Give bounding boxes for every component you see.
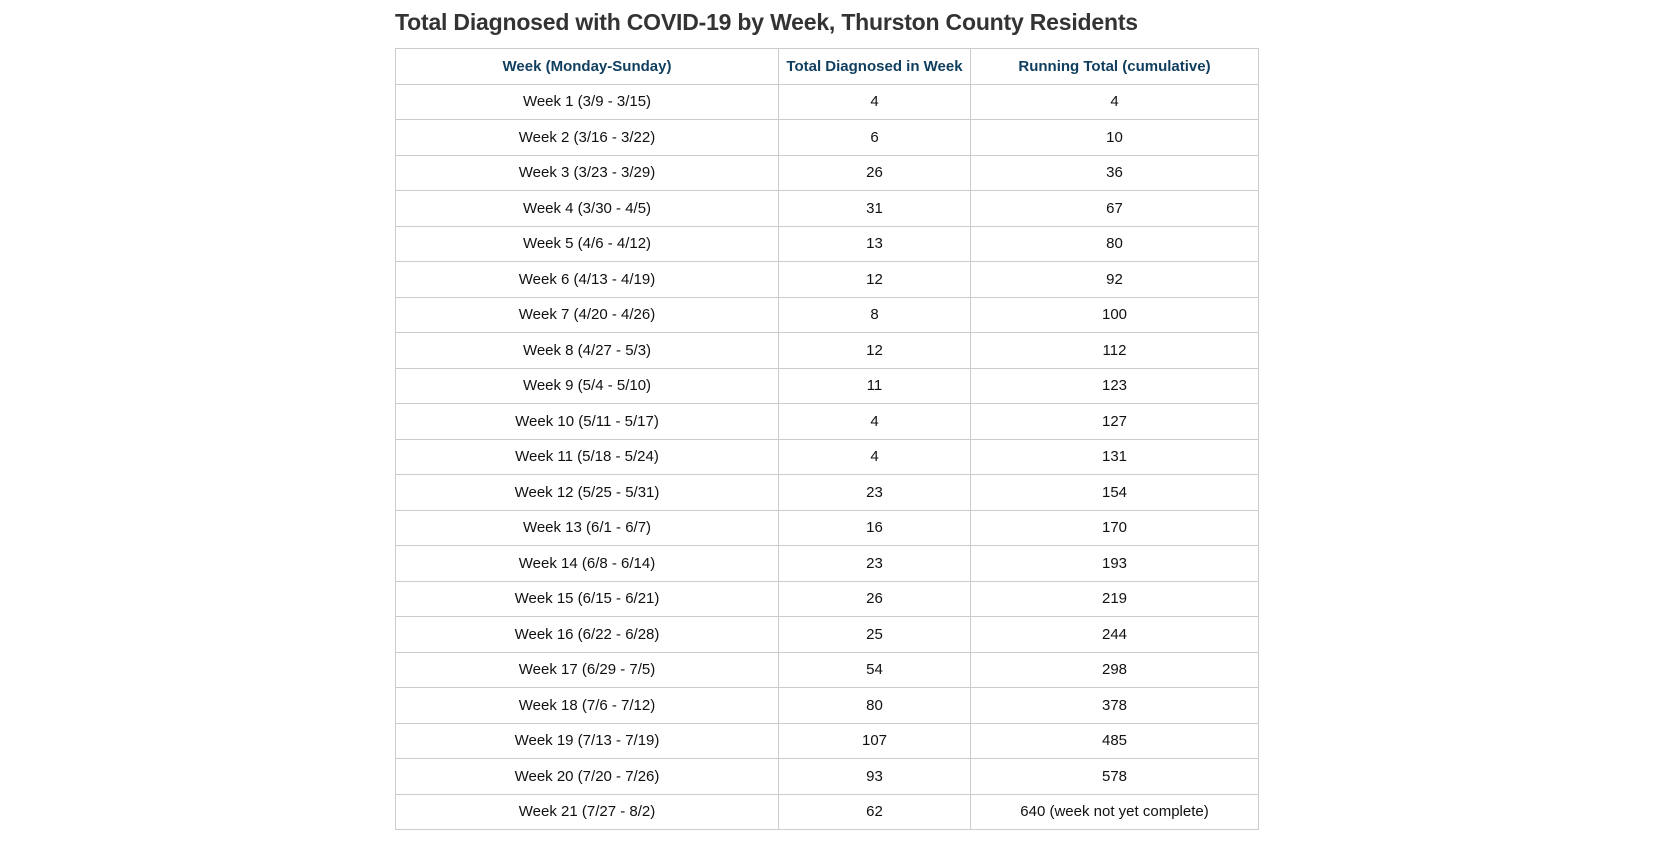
table-row [396, 155, 1259, 191]
column-header-week: Week (Monday-Sunday) [396, 49, 779, 85]
table-row [396, 226, 1259, 262]
cell-total-diagnosed: 80 [779, 688, 971, 724]
cell-running-total: 578 [971, 759, 1259, 795]
cell-total-diagnosed: 13 [779, 226, 971, 262]
cell-week: Week 11 (5/18 - 5/24) [396, 439, 779, 475]
cell-running-total: 193 [971, 546, 1259, 582]
weekly-diagnosis-table [395, 48, 1259, 830]
cell-total-diagnosed: 25 [779, 617, 971, 653]
table-row [396, 404, 1259, 440]
table-row [396, 368, 1259, 404]
cell-total-diagnosed: 4 [779, 404, 971, 440]
cell-week: Week 9 (5/4 - 5/10) [396, 368, 779, 404]
cell-total-diagnosed: 23 [779, 546, 971, 582]
table-header-row [396, 49, 1259, 85]
table-row [396, 652, 1259, 688]
cell-total-diagnosed: 12 [779, 333, 971, 369]
table-body [396, 84, 1259, 830]
cell-week: Week 12 (5/25 - 5/31) [396, 475, 779, 511]
cell-running-total: 244 [971, 617, 1259, 653]
table-row [396, 794, 1259, 830]
cell-running-total: 298 [971, 652, 1259, 688]
table-row [396, 475, 1259, 511]
cell-running-total: 80 [971, 226, 1259, 262]
table-row [396, 510, 1259, 546]
table-row [396, 688, 1259, 724]
table-row [396, 333, 1259, 369]
cell-week: Week 5 (4/6 - 4/12) [396, 226, 779, 262]
cell-total-diagnosed: 23 [779, 475, 971, 511]
column-header-running-total: Running Total (cumulative) [971, 49, 1259, 85]
table-row [396, 759, 1259, 795]
table-row [396, 262, 1259, 298]
cell-running-total: 131 [971, 439, 1259, 475]
cell-running-total: 100 [971, 297, 1259, 333]
cell-total-diagnosed: 26 [779, 581, 971, 617]
cell-week: Week 8 (4/27 - 5/3) [396, 333, 779, 369]
table-row [396, 581, 1259, 617]
cell-running-total: 36 [971, 155, 1259, 191]
cell-week: Week 20 (7/20 - 7/26) [396, 759, 779, 795]
cell-total-diagnosed: 26 [779, 155, 971, 191]
table-row [396, 191, 1259, 227]
cell-running-total: 4 [971, 84, 1259, 120]
cell-total-diagnosed: 31 [779, 191, 971, 227]
cell-week: Week 15 (6/15 - 6/21) [396, 581, 779, 617]
cell-total-diagnosed: 62 [779, 794, 971, 830]
cell-total-diagnosed: 4 [779, 84, 971, 120]
cell-running-total: 10 [971, 120, 1259, 156]
cell-running-total: 485 [971, 723, 1259, 759]
cell-total-diagnosed: 93 [779, 759, 971, 795]
cell-week: Week 6 (4/13 - 4/19) [396, 262, 779, 298]
cell-week: Week 14 (6/8 - 6/14) [396, 546, 779, 582]
cell-running-total: 112 [971, 333, 1259, 369]
cell-total-diagnosed: 107 [779, 723, 971, 759]
cell-total-diagnosed: 54 [779, 652, 971, 688]
table-row [396, 723, 1259, 759]
table-row [396, 439, 1259, 475]
cell-week: Week 10 (5/11 - 5/17) [396, 404, 779, 440]
cell-week: Week 1 (3/9 - 3/15) [396, 84, 779, 120]
cell-running-total: 219 [971, 581, 1259, 617]
cell-week: Week 3 (3/23 - 3/29) [396, 155, 779, 191]
cell-running-total: 127 [971, 404, 1259, 440]
cell-running-total: 640 (week not yet complete) [971, 794, 1259, 830]
cell-week: Week 2 (3/16 - 3/22) [396, 120, 779, 156]
table-row [396, 546, 1259, 582]
cell-total-diagnosed: 4 [779, 439, 971, 475]
cell-week: Week 4 (3/30 - 4/5) [396, 191, 779, 227]
column-header-total-diagnosed: Total Diagnosed in Week [779, 49, 971, 85]
cell-running-total: 92 [971, 262, 1259, 298]
cell-week: Week 16 (6/22 - 6/28) [396, 617, 779, 653]
cell-week: Week 18 (7/6 - 7/12) [396, 688, 779, 724]
cell-week: Week 13 (6/1 - 6/7) [396, 510, 779, 546]
cell-week: Week 17 (6/29 - 7/5) [396, 652, 779, 688]
cell-week: Week 19 (7/13 - 7/19) [396, 723, 779, 759]
cell-total-diagnosed: 16 [779, 510, 971, 546]
table-row [396, 120, 1259, 156]
cell-total-diagnosed: 12 [779, 262, 971, 298]
table-row [396, 297, 1259, 333]
cell-running-total: 123 [971, 368, 1259, 404]
cell-running-total: 170 [971, 510, 1259, 546]
table-header [396, 49, 1259, 85]
cell-total-diagnosed: 8 [779, 297, 971, 333]
cell-running-total: 378 [971, 688, 1259, 724]
cell-total-diagnosed: 11 [779, 368, 971, 404]
cell-week: Week 21 (7/27 - 8/2) [396, 794, 779, 830]
cell-total-diagnosed: 6 [779, 120, 971, 156]
cell-week: Week 7 (4/20 - 4/26) [396, 297, 779, 333]
cell-running-total: 67 [971, 191, 1259, 227]
table-row [396, 617, 1259, 653]
page-title: Total Diagnosed with COVID-19 by Week, Thurston County Residents [395, 9, 1138, 35]
table-row [396, 84, 1259, 120]
cell-running-total: 154 [971, 475, 1259, 511]
